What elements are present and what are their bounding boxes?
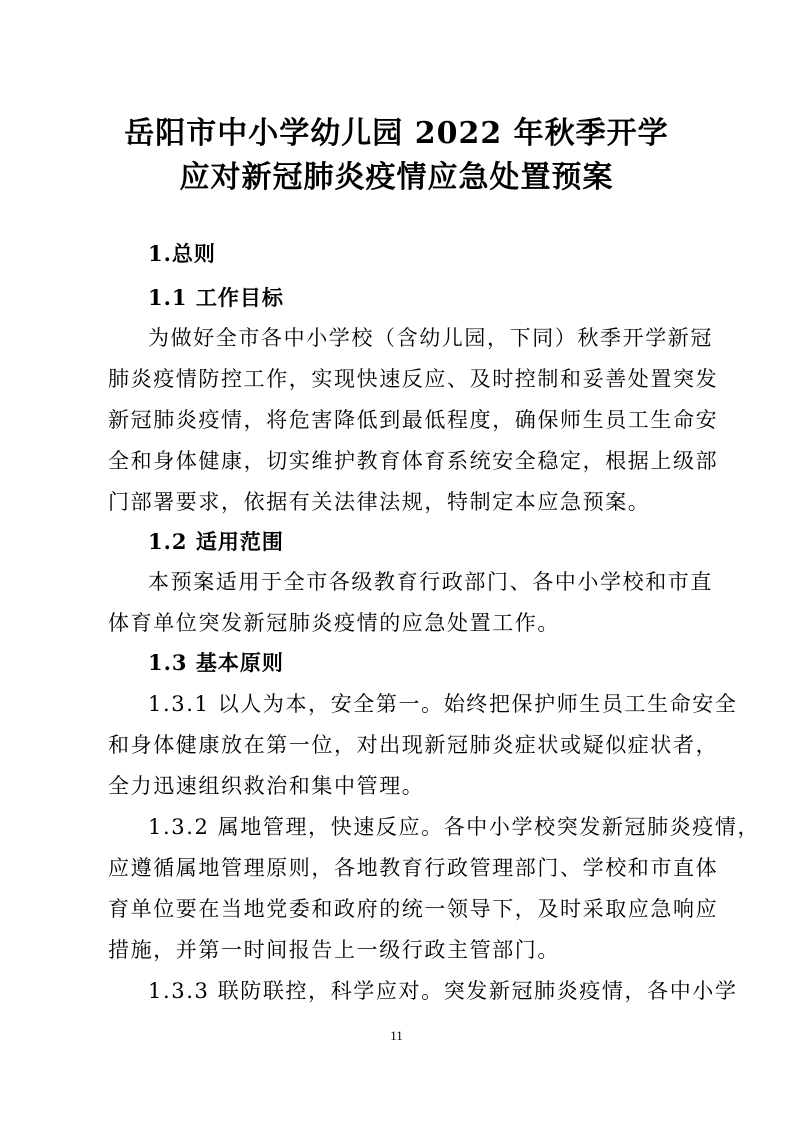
paragraph-line: 应遵循属地管理原则，各地教育行政管理部门、学校和市直体	[108, 856, 719, 880]
paragraph-line: 和身体健康放在第一位，对出现新冠肺炎症状或疑似症状者，	[108, 733, 719, 757]
document-title-line-1: 岳阳市中小学幼儿园 2022 年秋季开学	[124, 116, 669, 151]
paragraph-line: 新冠肺炎疫情，将危害降低到最低程度，确保师生员工生命安	[108, 408, 719, 432]
paragraph-line: 1.3.2 属地管理，快速反应。各中小学校突发新冠肺炎疫情，	[148, 815, 761, 839]
section-heading-1: 1.总则	[148, 241, 216, 266]
paragraph-line: 1.3.3 联防联控，科学应对。突发新冠肺炎疫情，各中小学	[148, 979, 738, 1003]
section-heading-1-3: 1.3 基本原则	[148, 650, 284, 675]
paragraph-line: 措施，并第一时间报告上一级行政主管部门。	[108, 938, 560, 962]
paragraph-line: 门部署要求，依据有关法律法规，特制定本应急预案。	[108, 490, 651, 514]
paragraph-line: 本预案适用于全市各级教育行政部门、各中小学校和市直	[148, 570, 713, 594]
page-number: 11	[390, 1028, 403, 1043]
paragraph-line: 全和身体健康，切实维护教育体育系统安全稳定，根据上级部	[108, 449, 719, 473]
paragraph-line: 全力迅速组织救治和集中管理。	[108, 774, 425, 798]
section-heading-1-2: 1.2 适用范围	[148, 529, 284, 554]
paragraph-line: 体育单位突发新冠肺炎疫情的应急处置工作。	[108, 611, 560, 635]
paragraph-line: 肺炎疫情防控工作，实现快速反应、及时控制和妥善处置突发	[108, 367, 719, 391]
document-title-line-2: 应对新冠肺炎疫情应急处置预案	[179, 160, 614, 195]
paragraph-line: 1.3.1 以人为本，安全第一。始终把保护师生员工生命安全	[148, 692, 738, 716]
paragraph-line: 为做好全市各中小学校（含幼儿园，下同）秋季开学新冠	[148, 326, 713, 350]
paragraph-line: 育单位要在当地党委和政府的统一领导下，及时采取应急响应	[108, 897, 719, 921]
section-heading-1-1: 1.1 工作目标	[148, 285, 284, 310]
